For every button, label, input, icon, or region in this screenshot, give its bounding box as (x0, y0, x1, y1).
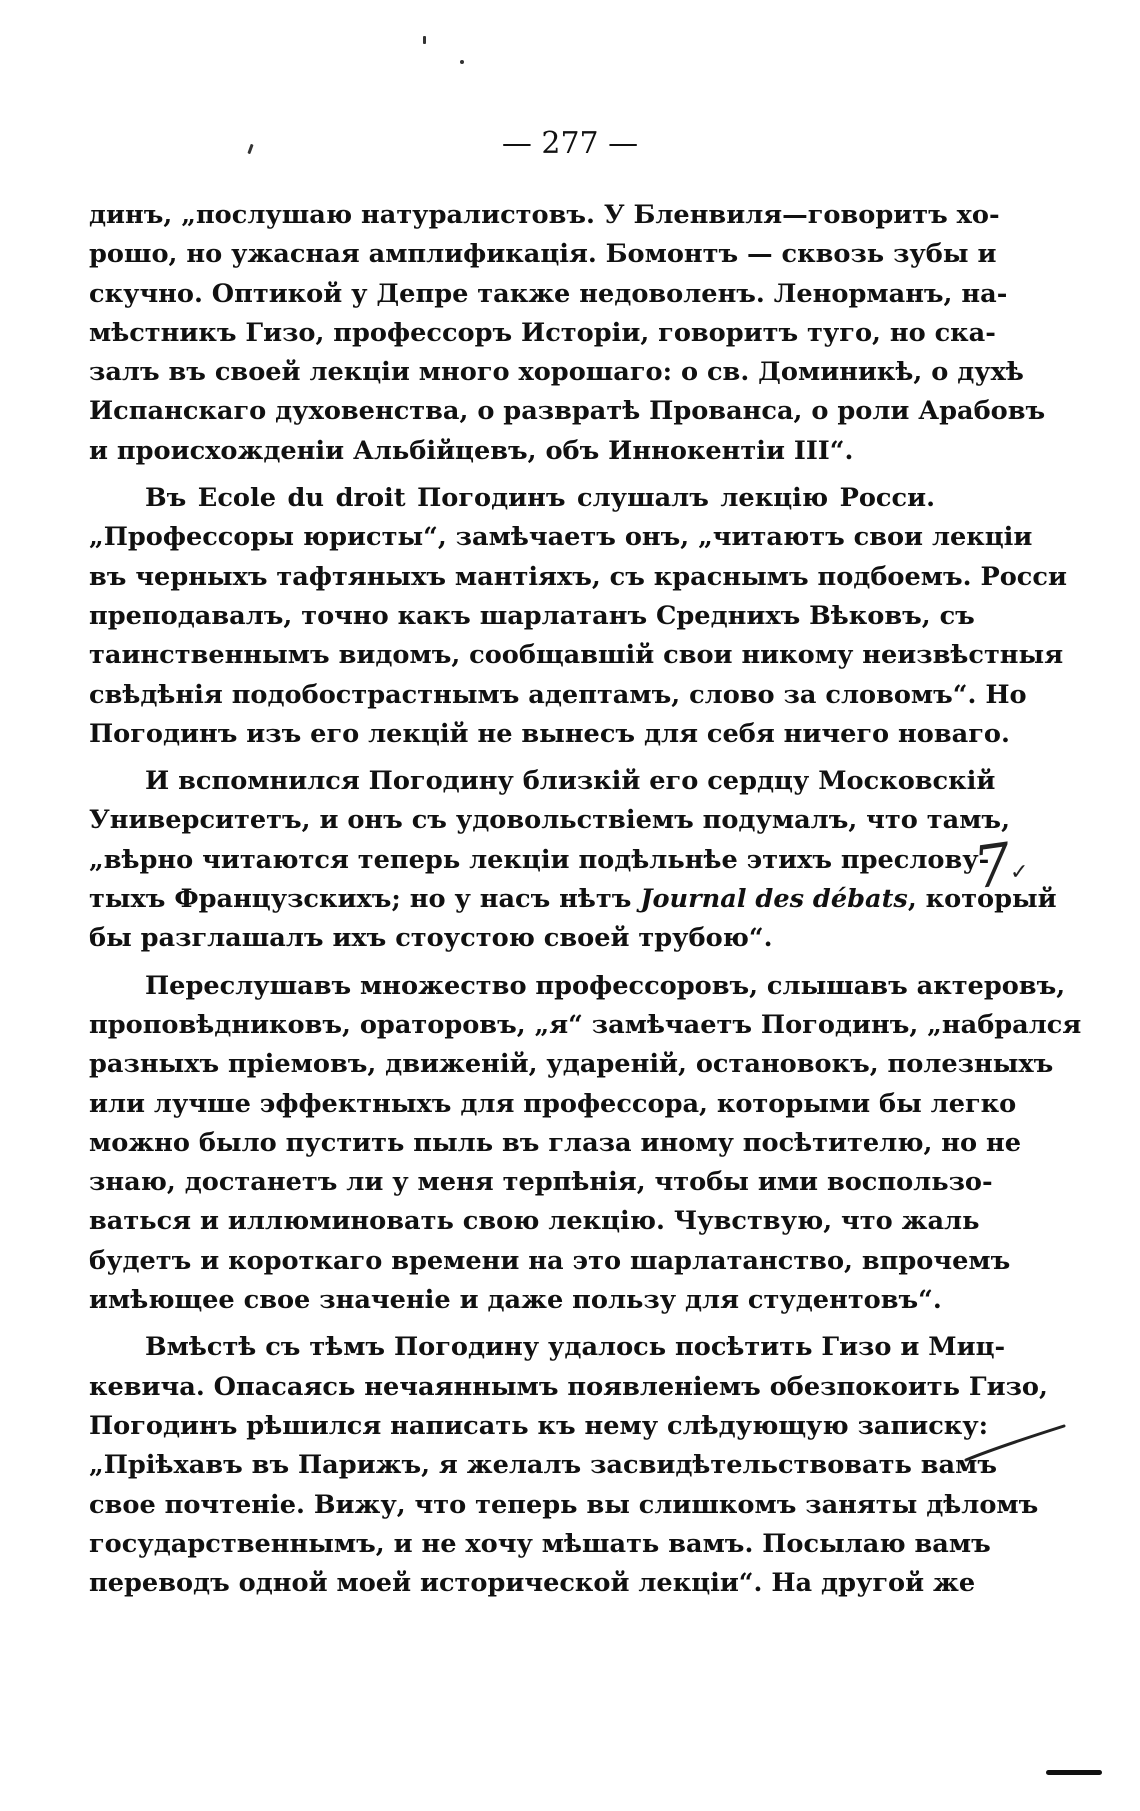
body-text (89, 196, 1082, 1603)
paragraph-5 (89, 1328, 1048, 1603)
paragraph-1 (89, 196, 1046, 471)
text-fragment: , который (907, 884, 1057, 915)
text-line: „вѣрно читаются теперь лекціи подѣльнѣе этихъ преслову- (89, 844, 990, 875)
paragraph-4 (89, 967, 1082, 1321)
scan-speck (423, 36, 426, 44)
text-line: преподавалъ, точно какъ шарлатанъ Среднихъ Вѣковъ, съ (89, 600, 975, 631)
text-line: свѣдѣнія подобострастнымъ адептамъ, слово за словомъ“. Но (89, 679, 1027, 710)
scan-speck (460, 60, 464, 64)
text-line: можно было пустить пыль въ глаза иному посѣтителю, но не (89, 1127, 1021, 1158)
margin-note-handwritten: 7 (969, 829, 1016, 903)
text-line: Вмѣстѣ съ тѣмъ Погодину удалось посѣтить Гизо и Миц- (145, 1332, 1006, 1363)
text-line: кевича. Опасаясь нечаяннымъ появленіемъ обезпокоить Гизо, (89, 1371, 1048, 1402)
text-line: мѣстникъ Гизо, профессоръ Исторіи, говоритъ туго, но ска- (89, 317, 996, 348)
margin-tick-icon: ✓ (1010, 860, 1029, 885)
text-line: динъ, „послушаю натуралистовъ. У Бленвиля—говоритъ хо- (89, 200, 1000, 230)
text-line: проповѣдниковъ, ораторовъ, „я“ замѣчаетъ Погодинъ, „набрался (89, 1009, 1082, 1040)
text-line: Университетъ, и онъ съ удовольствіемъ подумалъ, что тамъ, (89, 805, 1010, 836)
text-line: государственнымъ, и не хочу мѣшать вамъ. Посылаю вамъ (89, 1528, 991, 1559)
text-line: и происхожденіи Альбійцевъ, объ Иннокентіи III“. (89, 435, 854, 466)
page-number: — 277 — (501, 126, 639, 161)
text-line (89, 880, 1057, 919)
text-line: имѣющее свое значеніе и даже пользу для студентовъ“. (89, 1285, 942, 1316)
text-line: будетъ и короткаго времени на это шарлатанство, впрочемъ (89, 1245, 1011, 1276)
text-line: Погодинъ рѣшился написать къ нему слѣдующую записку: (89, 1410, 989, 1441)
text-line: въ черныхъ тафтяныхъ мантіяхъ, съ краснымъ подбоемъ. Росси (89, 561, 1067, 592)
paragraph-2 (89, 479, 1067, 754)
text-line: свое почтеніе. Вижу, что теперь вы слишкомъ заняты дѣломъ (89, 1489, 1039, 1520)
text-line: скучно. Оптикой у Депре также недоволенъ. Ленорманъ, на- (89, 278, 1008, 309)
scan-edge-mark (1046, 1770, 1102, 1775)
text-line: „Пріѣхавъ въ Парижъ, я желалъ засвидѣтельствовать вамъ (89, 1450, 998, 1481)
text-line: разныхъ пріемовъ, движеній, удареній, остановокъ, полезныхъ (89, 1049, 1054, 1080)
text-line: залъ въ своей лекціи много хорошаго: о св. Доминикѣ, о духѣ (89, 357, 1024, 388)
text-line: ваться и иллюминовать свою лекцію. Чувствую, что жаль (89, 1206, 980, 1237)
text-line: таинственнымъ видомъ, сообщавшій свои никому неизвѣстныя (89, 640, 1064, 671)
text-line: бы разглашалъ ихъ стоустою своей трубою“. (89, 923, 773, 954)
margin-pencil-stroke (960, 1418, 1070, 1468)
text-line: „Профессоры юристы“, замѣчаетъ онъ, „читаютъ свои лекціи (89, 522, 1033, 553)
text-line: рошо, но ужасная амплификація. Бомонтъ — сквозь зубы и (89, 239, 997, 270)
text-line: знаю, достанетъ ли у меня терпѣнія, чтобы ими воспользо- (89, 1167, 993, 1198)
text-line: Переслушавъ множество профессоровъ, слышавъ актеровъ, (145, 970, 1066, 1001)
text-line: Въ Ecole du droit Погодинъ слушалъ лекцію Росси. (145, 483, 935, 514)
text-line: переводъ одной моей исторической лекціи“. На другой же (89, 1568, 976, 1599)
italic-title: Journal des débats (640, 884, 908, 915)
text-fragment: тыхъ Французскихъ; но у насъ нѣтъ (89, 884, 641, 915)
paragraph-3 (89, 762, 1057, 958)
text-line: или лучше эффектныхъ для профессора, которыми бы легко (89, 1088, 1017, 1119)
text-line: И вспомнился Погодину близкій его сердцу Московскій (145, 766, 996, 797)
text-line: Испанскаго духовенства, о развратѣ Прованса, о роли Арабовъ (89, 396, 1046, 427)
text-line: Погодинъ изъ его лекцій не вынесъ для себя ничего новаго. (89, 718, 1010, 749)
